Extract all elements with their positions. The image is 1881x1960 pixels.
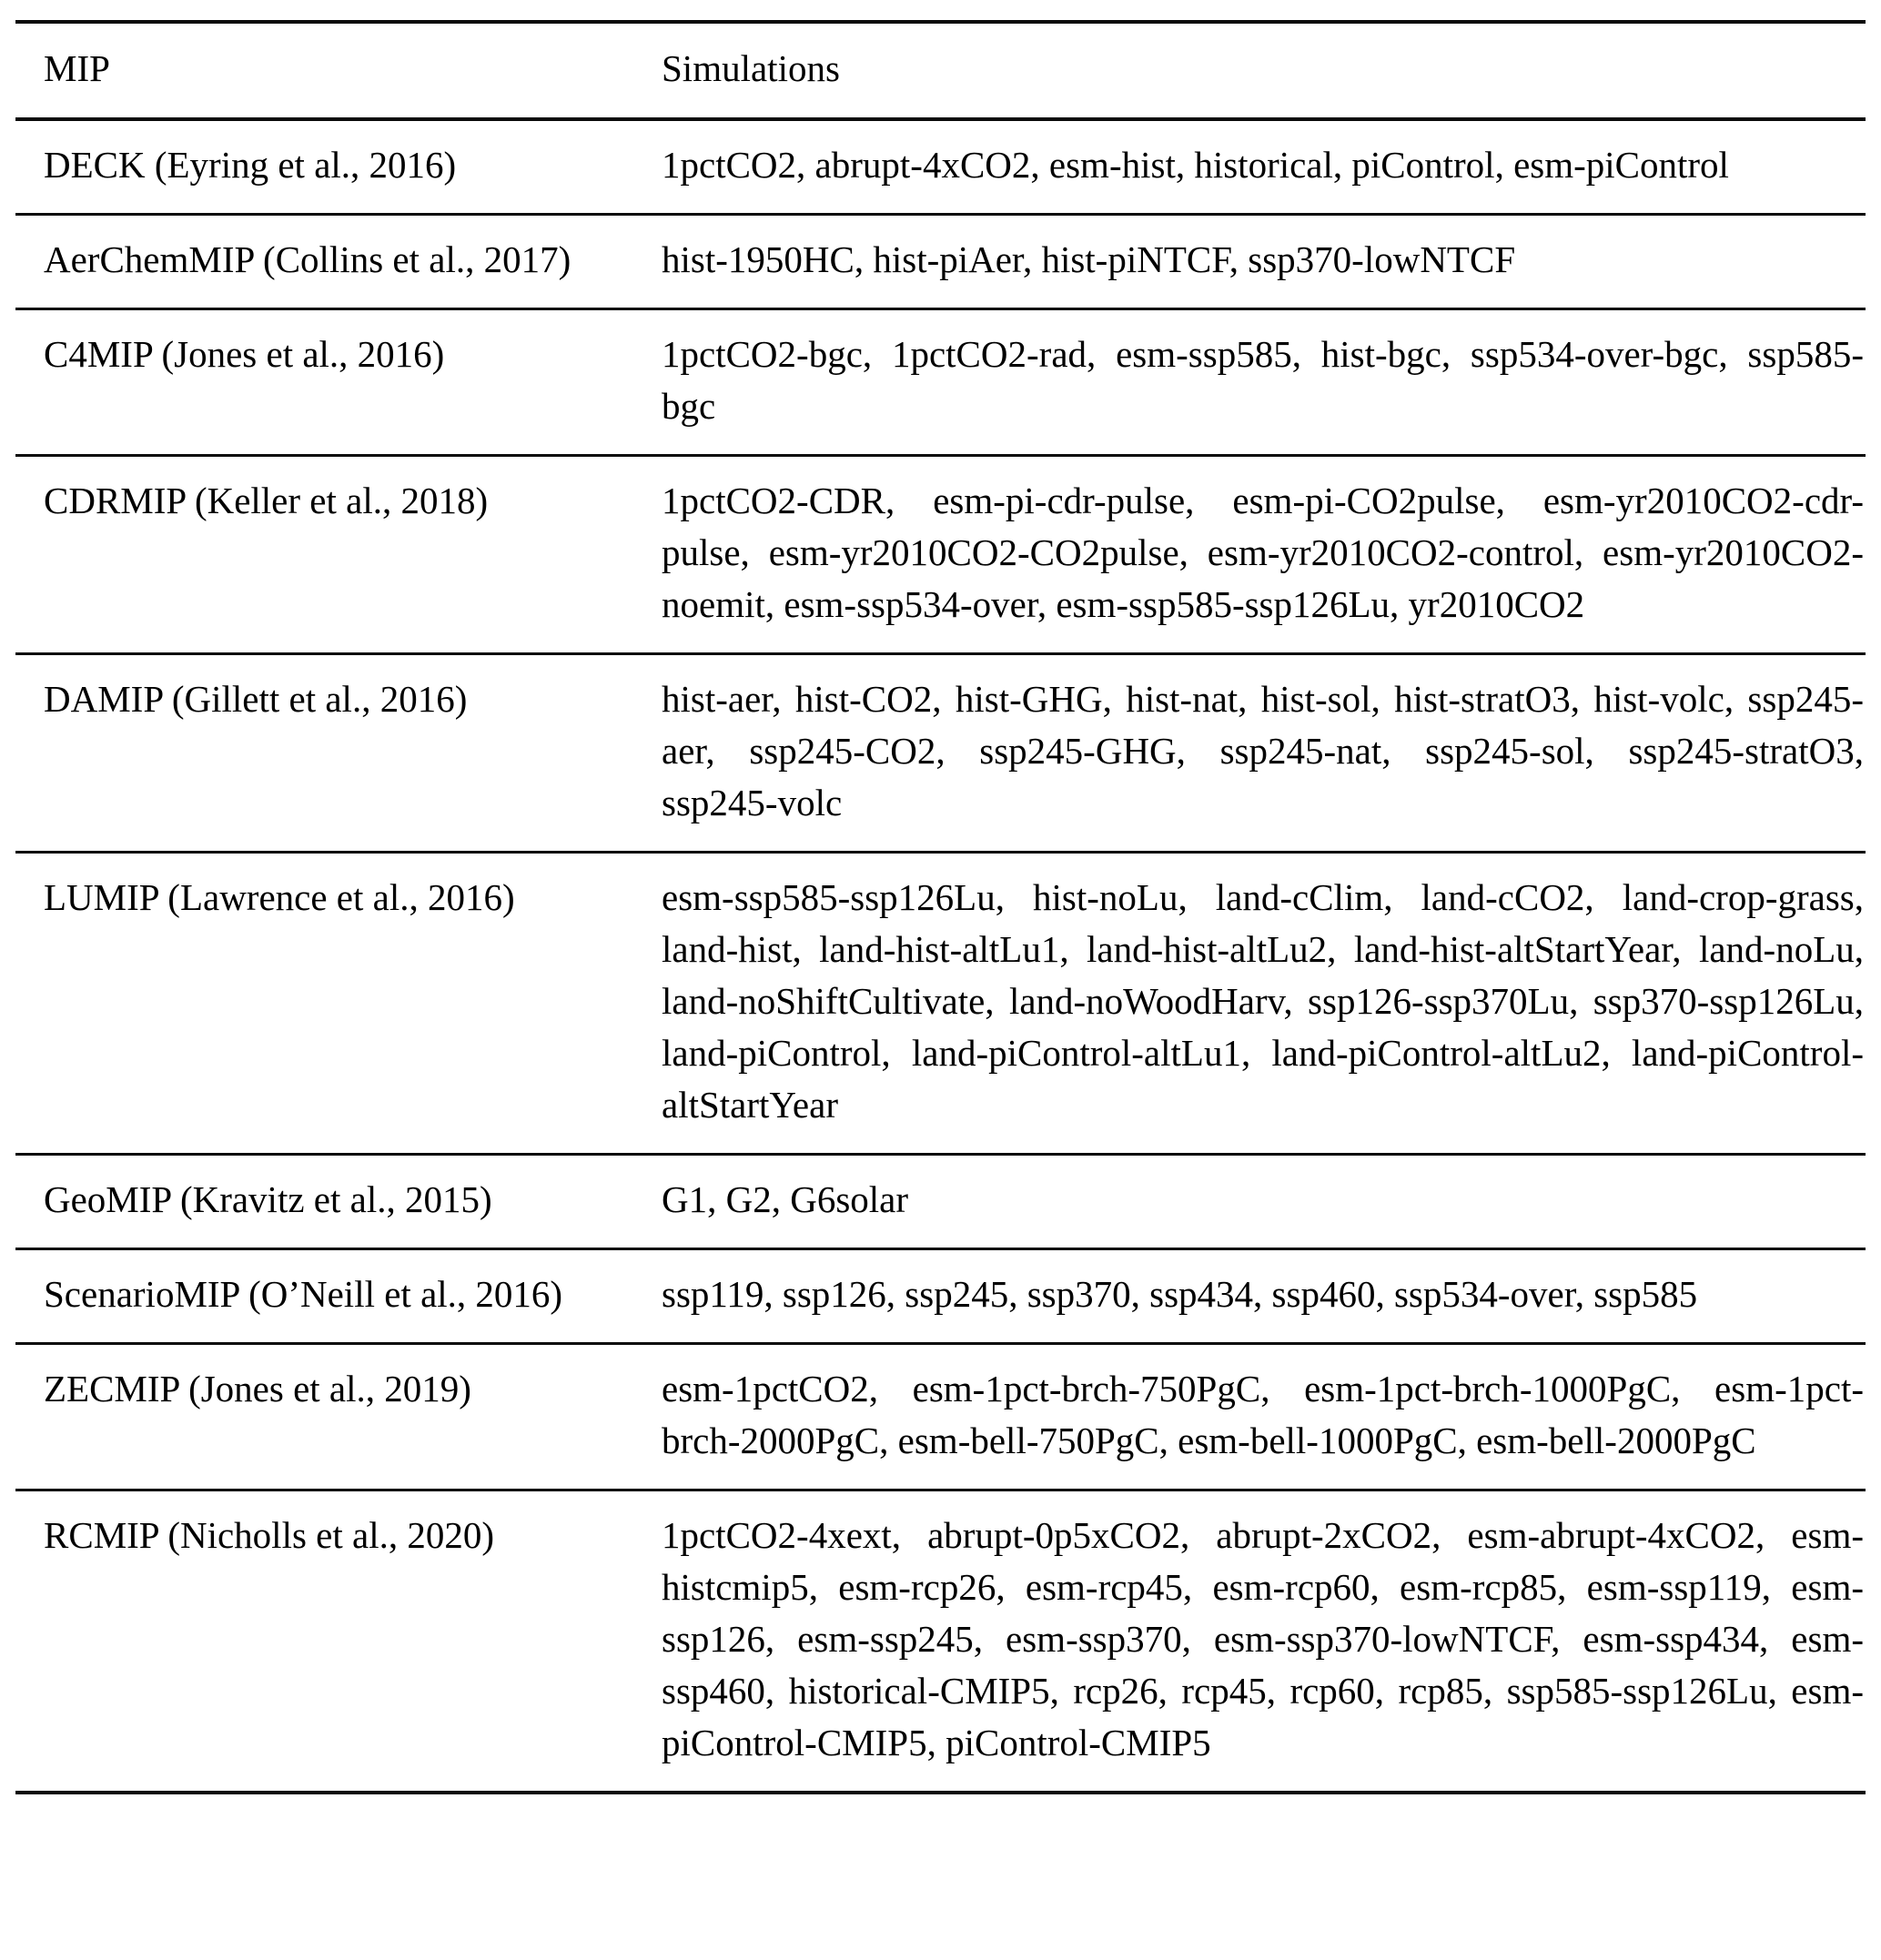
cell-mip <box>15 1344 662 1490</box>
table-body <box>15 119 1866 1793</box>
mip-simulations-table <box>15 20 1866 1794</box>
mip-label: GeoMIP (Kravitz et al., 2015) <box>44 1178 492 1220</box>
simulations-list: G1, G2, G6solar <box>662 1178 909 1220</box>
mip-label: RCMIP (Nicholls et al., 2020) <box>44 1514 495 1556</box>
table-row <box>15 215 1866 309</box>
cell-mip <box>15 456 662 654</box>
cell-simulations <box>662 654 1866 853</box>
simulations-list: esm-ssp585-ssp126Lu, hist-noLu, land-cClim, land-cCO2, land-crop-grass, land-hist, land-hist-altLu1, land-hist-altLu2, land-hist-altStartYear, land-noLu, land-noShiftCultivate, land-noWoodHarv, ssp126-ssp370Lu, ssp370-ssp126Lu, land-piControl, land-piControl-altLu1, land-piControl-altLu2, land-piControl-altStartYear <box>662 876 1864 1126</box>
table-row <box>15 456 1866 654</box>
cell-simulations <box>662 309 1866 456</box>
simulations-list: 1pctCO2-bgc, 1pctCO2-rad, esm-ssp585, hist-bgc, ssp534-over-bgc, ssp585-bgc <box>662 333 1864 427</box>
table-row <box>15 119 1866 215</box>
cell-simulations <box>662 1344 1866 1490</box>
simulations-list: 1pctCO2-4xext, abrupt-0p5xCO2, abrupt-2xCO2, esm-abrupt-4xCO2, esm-histcmip5, esm-rcp26, esm-rcp45, esm-rcp60, esm-rcp85, esm-ssp119, esm-ssp126, esm-ssp245, esm-ssp370, esm-ssp370-lowNTCF, esm-ssp434, esm-ssp460, historical-CMIP5, rcp26, rcp45, rcp60, rcp85, ssp585-ssp126Lu, esm-piControl-CMIP5, piControl-CMIP5 <box>662 1514 1864 1763</box>
simulations-list: 1pctCO2-CDR, esm-pi-cdr-pulse, esm-pi-CO2pulse, esm-yr2010CO2-cdr-pulse, esm-yr2010CO2-CO2pulse, esm-yr2010CO2-control, esm-yr2010CO2-noemit, esm-ssp534-over, esm-ssp585-ssp126Lu, yr2010CO2 <box>662 480 1864 625</box>
cell-mip <box>15 215 662 309</box>
mip-label: ScenarioMIP (O’Neill et al., 2016) <box>44 1273 563 1315</box>
table-row <box>15 309 1866 456</box>
cell-mip <box>15 654 662 853</box>
mip-label: DAMIP (Gillett et al., 2016) <box>44 678 468 720</box>
column-header-simulations: Simulations <box>662 22 1866 119</box>
simulations-list: 1pctCO2, abrupt-4xCO2, esm-hist, historical, piControl, esm-piControl <box>662 144 1729 186</box>
cell-simulations <box>662 119 1866 215</box>
simulations-list: esm-1pctCO2, esm-1pct-brch-750PgC, esm-1pct-brch-1000PgC, esm-1pct-brch-2000PgC, esm-bell-750PgC, esm-bell-1000PgC, esm-bell-2000PgC <box>662 1368 1864 1461</box>
simulations-list: ssp119, ssp126, ssp245, ssp370, ssp434, ssp460, ssp534-over, ssp585 <box>662 1273 1698 1315</box>
table-row <box>15 1249 1866 1344</box>
simulations-list: hist-1950HC, hist-piAer, hist-piNTCF, ssp370-lowNTCF <box>662 238 1516 280</box>
cell-mip <box>15 1490 662 1793</box>
mip-label: ZECMIP (Jones et al., 2019) <box>44 1368 471 1409</box>
table-row <box>15 1155 1866 1249</box>
mip-label: DECK (Eyring et al., 2016) <box>44 144 457 186</box>
cell-simulations <box>662 1155 1866 1249</box>
simulations-list: hist-aer, hist-CO2, hist-GHG, hist-nat, hist-sol, hist-stratO3, hist-volc, ssp245-aer, ssp245-CO2, ssp245-GHG, ssp245-nat, ssp245-sol, ssp245-stratO3, ssp245-volc <box>662 678 1864 823</box>
cell-mip <box>15 853 662 1155</box>
table-row <box>15 1490 1866 1793</box>
mip-label: AerChemMIP (Collins et al., 2017) <box>44 238 571 280</box>
cell-simulations <box>662 456 1866 654</box>
cell-mip <box>15 1249 662 1344</box>
cell-mip <box>15 1155 662 1249</box>
cell-simulations <box>662 215 1866 309</box>
table-header-row <box>15 22 1866 119</box>
table-row <box>15 654 1866 853</box>
mip-label: CDRMIP (Keller et al., 2018) <box>44 480 489 521</box>
mip-label: C4MIP (Jones et al., 2016) <box>44 333 445 375</box>
cell-simulations <box>662 1249 1866 1344</box>
cell-simulations <box>662 1490 1866 1793</box>
mip-label: LUMIP (Lawrence et al., 2016) <box>44 876 515 918</box>
cell-simulations <box>662 853 1866 1155</box>
cell-mip <box>15 119 662 215</box>
table-header <box>15 22 1866 119</box>
column-header-mip: MIP <box>15 22 662 119</box>
table-row <box>15 1344 1866 1490</box>
cell-mip <box>15 309 662 456</box>
table-row <box>15 853 1866 1155</box>
